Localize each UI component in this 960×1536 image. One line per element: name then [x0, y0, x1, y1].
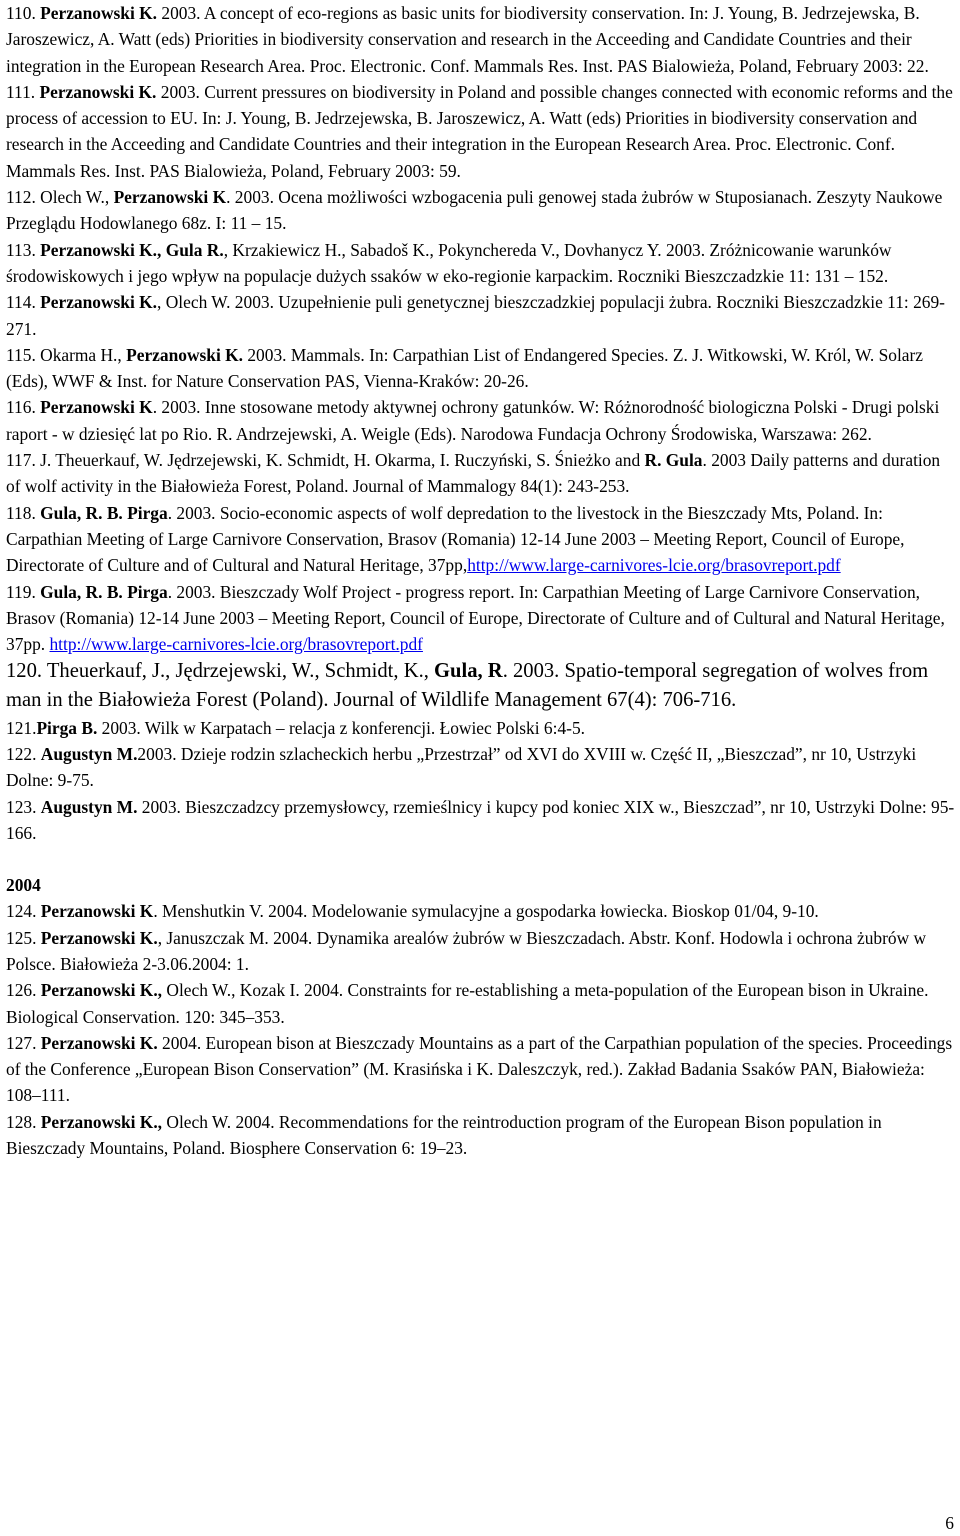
reference-list-2004: [6, 898, 956, 1161]
reference-text: 127.: [6, 1032, 41, 1053]
reference-entry: [6, 898, 956, 924]
reference-entry: [6, 342, 956, 395]
reference-text: Olech W., Kozak I. 2004. Constraints for re-establishing a meta-population of the European bison in Ukraine. Biological Conservation. 120: 345–353.: [6, 980, 929, 1027]
reference-entry: [6, 79, 956, 184]
reference-author-bold: Perzanowski K., Gula R.: [40, 239, 224, 260]
reference-entry: [6, 1030, 956, 1109]
reference-author-bold: Augustyn M.: [40, 796, 138, 817]
reference-entry: [6, 500, 956, 579]
reference-entry: [6, 741, 956, 794]
reference-text: 2003. Dzieje rodzin szlacheckich herbu „Przestrzał” od XVI do XVIII w. Część II, „Bieszczad”, nr 10, Ustrzyki Dolne: 9-75.: [6, 743, 917, 791]
reference-author-bold: Perzanowski K.,: [40, 1111, 163, 1132]
reference-entry: [6, 0, 956, 79]
reference-author-bold: Perzanowski K: [40, 901, 154, 922]
reference-entry: [6, 184, 956, 237]
reference-entry: [6, 1109, 956, 1162]
reference-entry: [6, 925, 956, 978]
reference-text: 110.: [6, 3, 41, 23]
reference-text: 125.: [6, 927, 41, 948]
reference-list-2003: [6, 0, 956, 846]
reference-author-bold: Perzanowski K.: [40, 292, 158, 313]
section-heading-2004: 2004: [6, 875, 41, 896]
reference-entry: [6, 657, 956, 714]
reference-text: . 2003 Daily patterns and duration of wolf activity in the Białowieża Forest, Poland. Journal of Mammalogy 84(1): 243-253.: [6, 450, 941, 497]
reference-text: 126.: [6, 980, 41, 1001]
reference-link[interactable]: http://www.large-carnivores-lcie.org/brasovreport.pdf: [49, 634, 423, 655]
reference-text: . 2003. Bieszczady Wolf Project - progress report. In: Carpathian Meeting of Large Carnivore Conservation, Brasov (Romania) 12-14 June 2003 – Meeting Report, Council of Europe, Directorate of Culture and of Cultural and Natural Heritage, 37pp.: [6, 581, 945, 655]
reference-entry: [6, 394, 956, 447]
reference-author-bold: Perzanowski K: [40, 397, 153, 418]
reference-text: 2003. Current pressures on biodiversity in Poland and possible changes connected with economic reforms and the process of accession to EU. In: J. Young, B. Jedrzejewska, B. Jaroszewicz, A. Watt (eds) Priorities in biodiversity conservation and research in the Acceeding and Candidate Countries and their integration in the European Research Area. Proc. Electronic. Conf. Mammals Res. Inst. PAS Bialowieża, Poland, February 2003: 59.: [6, 81, 953, 181]
reference-text: . Menshutkin V. 2004. Modelowanie symulacyjne a gospodarka łowiecka. Bioskop 01/04, 9-10.: [153, 901, 819, 922]
reference-text: 2003. Mammals. In: Carpathian List of Endangered Species. Z. J. Witkowski, W. Król, W. Solarz (Eds), WWF & Inst. for Nature Conservation PAS, Vienna-Kraków: 20-26.: [6, 344, 924, 392]
reference-entry: [6, 447, 956, 500]
reference-text: . 2003. Inne stosowane metody aktywnej ochrony gatunków. W: Różnorodność biologiczna Polski - Drugi polski raport - w dziesięć lat po Rio. R. Andrzejewski, A. Weigle (Eds). Narodowa Fundacja Ochrony Środowiska, Warszawa: 262.: [6, 397, 940, 444]
reference-entry: [6, 237, 956, 290]
reference-author-bold: Perzanowski K.: [39, 81, 157, 102]
reference-text: 113.: [6, 239, 41, 260]
reference-author-bold: Gula, R. B. Pirga: [40, 581, 168, 602]
reference-text: , Krzakiewicz H., Sabadoš K., Pokynchereda V., Dovhanycz Y. 2003. Zróżnicowanie warunków środowiskowych i jego wpływ na populacje dużych ssaków w eko-regionie karpackim. Roczniki Bieszczadzkie 11: 131 – 152.: [6, 239, 892, 286]
reference-author-bold: Perzanowski K: [113, 187, 227, 208]
reference-text: 2003. Wilk w Karpatach – relacja z konferencji. Łowiec Polski 6:4-5.: [97, 717, 585, 738]
reference-entry: [6, 794, 956, 847]
reference-text: 2003. Bieszczadzcy przemysłowcy, rzemieślnicy i kupcy pod koniec XIX w., Bieszczad”, nr 10, Ustrzyki Dolne: 95-166.: [6, 796, 955, 843]
reference-author-bold: Perzanowski K.: [40, 1032, 158, 1053]
reference-link[interactable]: http://www.large-carnivores-lcie.org/brasovreport.pdf: [467, 555, 841, 576]
reference-author-bold: Gula, R: [434, 660, 503, 683]
reference-author-bold: Augustyn M.: [40, 743, 138, 764]
reference-text: . 2003. Ocena możliwości wzbogacenia puli genowej stada żubrów w Stuposianach. Zeszyty Naukowe Przeglądu Hodowlanego 68z. I: 11 – 15.: [6, 187, 943, 234]
reference-author-bold: Perzanowski K.: [40, 927, 158, 948]
reference-text: 112. Olech W.,: [6, 187, 114, 208]
reference-text: 2003. A concept of eco-regions as basic units for biodiversity conservation. In: J. Young, B. Jedrzejewska, B. Jaroszewicz, A. Watt (eds) Priorities in biodiversity conservation and research in the Acceeding and Candidate Countries and their integration in the European Research Area. Proc. Electronic. Conf. Mammals Res. Inst. PAS Bialowieża, Poland, February 2003: 22.: [6, 3, 929, 76]
reference-text: . 2003. Socio-economic aspects of wolf depredation to the livestock in the Bieszczady Mts, Poland. In: Carpathian Meeting of Large Carnivore Conservation, Brasov (Romania) 12-14 June 2003 – Meeting Report, Council of Europe, Directorate of Culture and of Cultural and Natural Heritage, 37pp,: [6, 502, 905, 576]
reference-text: 114.: [6, 292, 41, 313]
reference-author-bold: Perzanowski K.: [40, 3, 158, 23]
reference-entry: [6, 289, 956, 342]
reference-author-bold: Gula, R. B. Pirga: [40, 502, 168, 523]
reference-text: 128.: [6, 1111, 41, 1132]
reference-text: 111.: [6, 81, 40, 102]
reference-entry: [6, 579, 956, 658]
reference-text: 117. J. Theuerkauf, W. Jędrzejewski, K. Schmidt, H. Okarma, I. Ruczyński, S. Śnieżko and: [6, 450, 645, 471]
reference-author-bold: Pirga B.: [36, 717, 98, 738]
reference-text: 119.: [6, 581, 41, 602]
reference-text: , Januszczak M. 2004. Dynamika arealów żubrów w Bieszczadach. Abstr. Konf. Hodowla i ochrona żubrów w Polsce. Białowieża 2-3.06.2004: 1.: [6, 927, 927, 974]
reference-text: 121.: [6, 717, 37, 738]
reference-text: 118.: [6, 502, 41, 523]
reference-text: 2004. European bison at Bieszczady Mountains as a part of the Carpathian population of the species. Proceedings of the Conference „European Bison Conservation” (M. Krasińska i K. Daleszczyk, red.). Zakład Badania Ssaków PAN, Białowieża: 108–111.: [6, 1032, 953, 1106]
reference-text: 123.: [6, 796, 41, 817]
reference-text: 120. Theuerkauf, J., Jędrzejewski, W., Schmidt, K.,: [6, 660, 435, 683]
reference-text: . 2003. Spatio-temporal segregation of wolves from man in the Białowieża Forest (Poland). Journal of Wildlife Management 67(4): 706-716.: [6, 660, 929, 712]
reference-text: Olech W. 2004. Recommendations for the reintroduction program of the European Bison population in Bieszczady Mountains, Poland. Biosphere Conservation 6: 19–23.: [6, 1111, 882, 1159]
reference-author-bold: Perzanowski K.,: [40, 980, 163, 1001]
page-number: 6: [945, 1513, 954, 1533]
reference-text: , Olech W. 2003. Uzupełnienie puli genetycznej bieszczadzkiej populacji żubra. Roczniki Bieszczadzkie 11: 269-271.: [6, 292, 945, 339]
reference-entry: [6, 977, 956, 1030]
reference-text: 124.: [6, 901, 41, 922]
reference-text: 116.: [6, 397, 41, 418]
reference-author-bold: Perzanowski K.: [126, 344, 244, 365]
reference-text: 115. Okarma H.,: [6, 344, 127, 365]
reference-entry: [6, 715, 956, 741]
reference-author-bold: R. Gula: [644, 450, 703, 471]
document-body: [6, 0, 956, 1161]
reference-text: 122.: [6, 743, 41, 764]
